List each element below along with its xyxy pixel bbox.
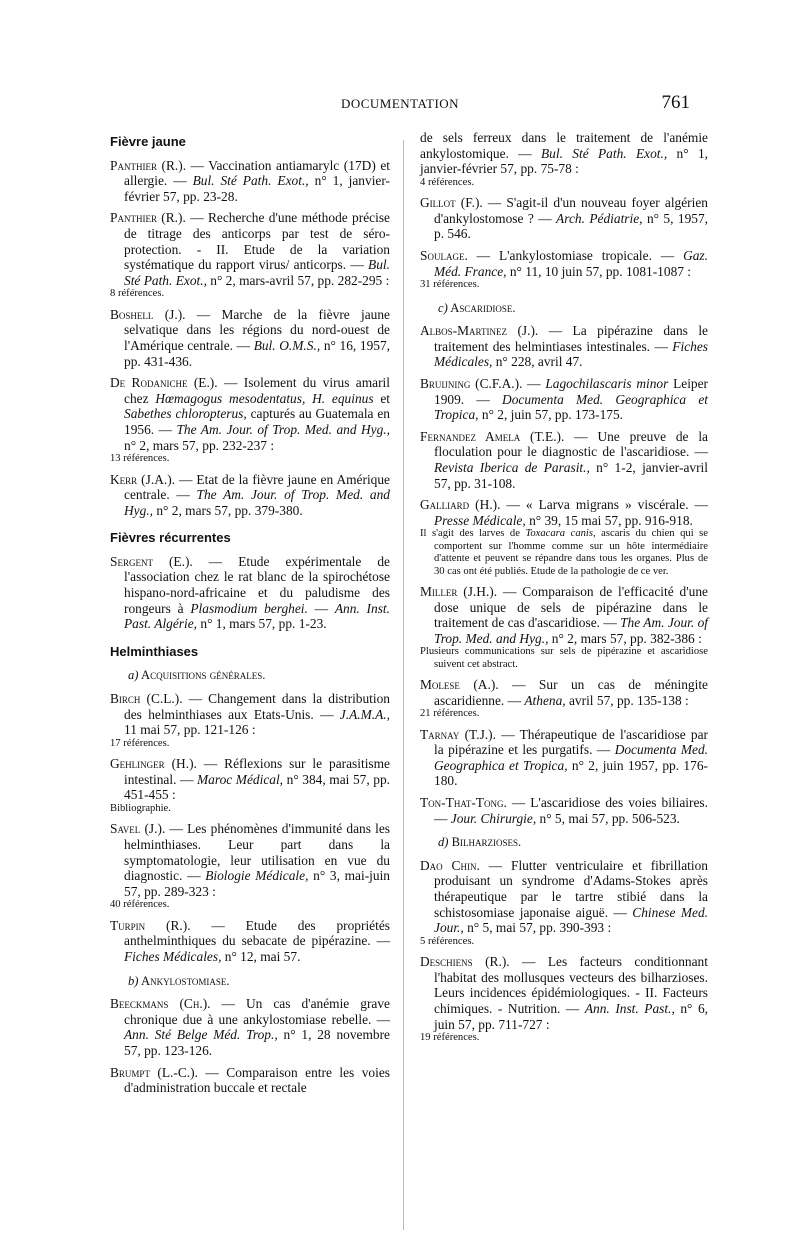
entry-text: — Isolement du virus amaril chez — [124, 375, 390, 406]
bib-entry — [420, 677, 708, 721]
entry-author: Gillot (F.). — [420, 195, 483, 211]
entry-author: Boshell (J.). — [110, 306, 186, 322]
species-name: Toxacara canis, — [525, 528, 596, 540]
entry-author: Soulage. — [420, 247, 468, 263]
bib-entry — [420, 376, 708, 423]
entry-text: — Etude expérimentale de l'association chez le rat blanc de la spirochétose hispano-nord-africaine et du paludisme des rongeurs à — [124, 553, 390, 616]
entry-source: Arch. Pédiatrie, — [556, 210, 643, 226]
entry-source: Ann. Sté Belge Méd. Trop., — [124, 1027, 278, 1043]
entry-tail: n° 5, mai 57, pp. 390-393 : — [463, 920, 612, 936]
entry-tail: n° 1, mars 57, pp. 1-23. — [197, 616, 327, 632]
entry-tail: n° 12, mai 57. — [221, 948, 301, 964]
bib-entry — [110, 472, 390, 519]
page-number: 761 — [661, 92, 690, 113]
bib-entry — [420, 429, 708, 491]
entry-text: de sels ferreux dans le traitement de l'anémie ankylostomique. — — [420, 130, 708, 161]
entry-source: Documenta Med. Geographica et Tropica, — [434, 391, 708, 423]
entry-tail: n° 2, mars 57, pp. 232-237 : — [124, 437, 275, 453]
bib-entry — [420, 795, 708, 826]
subsection-label: Ankylostomiase. — [140, 973, 230, 988]
subsection-letter: b) — [128, 973, 139, 988]
entry-note: 19 références. — [420, 1032, 480, 1044]
subsection-heading — [128, 974, 390, 990]
entry-tail: n° 2, mars 57, pp. 382-386 : — [548, 630, 702, 646]
entry-text: — Les phénomènes d'immunité dans les helminthiases. Leur part dans la symptomatologie, leur utilisation en vue du diagnostic. — — [124, 821, 390, 884]
bib-entry — [110, 1065, 390, 1096]
entry-source: J.A.M.A., — [339, 706, 390, 722]
entry-source: Documenta Med. Geographica et Tropica, — [434, 742, 708, 773]
entry-text: Leiper 1909. — — [434, 375, 709, 407]
entry-author: Galliard (H.). — [420, 497, 501, 513]
entry-author: Deschiens (R.). — [420, 954, 510, 970]
bib-entry — [420, 195, 708, 242]
entry-source: The Am. Jour. of Trop. Med. and Hyg., — [434, 615, 709, 646]
species-name: Hœmagogus mesodentatus, H. equinus — [155, 390, 374, 406]
entry-note: Plusieurs communications sur sels de pipérazine et ascaridiose suivent cet abstract. — [420, 646, 708, 670]
entry-source: Jour. Chirurgie, — [450, 810, 537, 826]
entry-source: Athena, — [524, 692, 566, 708]
subsection-letter: c) — [438, 300, 448, 315]
entry-text: — Comparaison de l'efficacité d'une dose unique de sels de pipérazine dans le traitement de cas d'ascaridiose. — — [434, 583, 708, 631]
entry-tail: n° 384, mai 57, pp. 451-455 : — [124, 771, 391, 803]
entry-author: Bruijning (C.F.A.). — [420, 375, 523, 391]
entry-tail: n° 6, juin 57, pp. 711-727 : — [434, 1001, 708, 1032]
running-head — [0, 94, 800, 116]
bib-entry — [110, 821, 390, 911]
subsection-label: Ascaridiose. — [450, 300, 516, 315]
bib-entry — [420, 497, 708, 578]
entry-tail: n° 2, juin 57, pp. 173-175. — [478, 407, 623, 423]
entry-author: Panthier (R.). — [110, 210, 186, 226]
subsection-letter: a) — [128, 668, 139, 683]
entry-text: — Thérapeutique de l'ascaridiose par la pipérazine et les purgatifs. — — [434, 726, 708, 758]
entry-tail: n° 5, mai 57, pp. 506-523. — [536, 810, 680, 826]
entry-tail: n° 3, mai-juin 57, pp. 289-323 : — [124, 868, 390, 899]
entry-text: — Marche de la fièvre jaune selvatique dans les régions du nord-ouest de l'Amérique centrale. — — [124, 306, 390, 353]
entry-tail: n° 1-2, janvier-avril 57, pp. 31-108. — [434, 459, 708, 491]
entry-author: Molese (A.). — [420, 677, 499, 693]
entry-text: — Réflexions sur le parasitisme intestinal. — — [124, 756, 390, 787]
subsection-label: Acquisitions générales. — [140, 668, 266, 683]
entry-text: — Etude des propriétés anthelminthiques du sebacate de pipérazine. — — [124, 917, 390, 949]
entry-text: — Changement dans la distribution des helminthiases aux Etats-Unis. — — [124, 691, 391, 722]
entry-source: Chinese Med. Jour., — [434, 904, 708, 936]
section-heading: Fièvres récurrentes — [110, 530, 231, 546]
entry-author: Tarnay (T.J.). — [420, 726, 496, 742]
entry-author: Dao Chin. — [420, 857, 480, 873]
entry-note: 40 références. — [110, 899, 170, 911]
bib-entry — [420, 248, 708, 292]
entry-source: Fiches Médicales, — [124, 948, 222, 964]
page-header-title: DOCUMENTATION — [340, 96, 460, 111]
bib-entry — [110, 554, 390, 632]
entry-tail: n° 2, mars 57, pp. 379-380. — [153, 502, 303, 518]
bib-entry — [110, 756, 390, 815]
bib-entry — [420, 584, 708, 671]
entry-text: — Etat de la fièvre jaune en Amérique centrale. — — [124, 471, 390, 503]
subsection-heading — [438, 835, 708, 851]
entry-author: Albos-Martinez (J.). — [420, 323, 539, 339]
entry-text: capturés au Guatemala en 1956. — — [124, 406, 390, 437]
entry-note: 5 références. — [420, 935, 475, 947]
entry-tail: n° 11, 10 juin 57, pp. 1081-1087 : — [506, 263, 692, 279]
entry-author: Ton-That-Tong. — [420, 795, 507, 811]
entry-note: 21 références. — [420, 708, 480, 720]
entry-source: The Am. Jour. of Trop. Med. and Hyg., — [124, 487, 390, 518]
entry-text: — — [522, 375, 546, 391]
entry-author: Panthier (R.). — [110, 157, 187, 173]
entry-text: — Les facteurs conditionnant l'habitat des mollusques vecteurs des bilharzioses. Leurs incidences épidémiologiques. - II. Facteurs chimiques. - Nutrition. — — [434, 954, 708, 1016]
bib-entry — [110, 375, 390, 465]
entry-source: Biologie Médicale, — [205, 868, 309, 884]
bib-entry — [110, 918, 390, 965]
bib-entry — [110, 691, 390, 750]
subsection-letter: d) — [438, 835, 449, 850]
entry-note: 8 références. — [110, 288, 165, 300]
column-rule — [403, 140, 404, 1230]
section-heading: Helminthiases — [110, 643, 199, 659]
entry-source: Fiches Médicales, — [434, 338, 708, 370]
species-name: Lagochilascaris minor — [545, 375, 669, 391]
entry-tail: n° 16, 1957, pp. 431-436. — [124, 337, 391, 369]
entry-author: Beeckmans (Ch.). — [110, 996, 211, 1012]
entry-source: Maroc Médical, — [197, 771, 284, 787]
entry-source: The Am. Jour. of Trop. Med. and Hyg., — [176, 421, 390, 437]
entry-tail: n° 1, janvier-février 57, pp. 75-78 : — [420, 145, 708, 177]
subsection-heading — [438, 301, 708, 317]
entry-note: 13 références. — [110, 453, 170, 465]
entry-author: Savel (J.). — [110, 821, 166, 837]
entry-text: — Sur un cas de méningite ascaridienne. — — [434, 677, 708, 708]
bib-entry-continued — [420, 130, 708, 189]
species-name: Plasmodium berghei. — [190, 600, 308, 616]
entry-tail: n° 1, janvier-février 57, pp. 23-28. — [124, 173, 391, 204]
section-heading: Fièvre jaune — [110, 134, 186, 149]
entry-text: — Flutter ventriculaire et fibrillation produisant un syndrome d'Adams-Stokes après thérapeutique par le tartre stibié dans la schistosomiase japonaise aiguë. — — [434, 857, 708, 920]
entry-note: 4 références. — [420, 176, 475, 188]
note-text: Il s'agit des larves de — [420, 528, 526, 540]
subsection-label: Bilharzioses. — [451, 835, 522, 850]
entry-source: Bul. Sté Path. Exot., — [192, 173, 309, 189]
entry-text: — Vaccination antiamarylc (17D) et allergie. — — [124, 157, 390, 189]
entry-note: 31 références. — [420, 279, 480, 291]
entry-author: Gehlinger (H.). — [110, 756, 197, 772]
entry-author: Kerr (J.A.). — [110, 471, 176, 487]
entry-text: — Comparaison entre les voies d'administration buccale et rectale — [124, 1064, 391, 1096]
entry-author: Sergent (E.). — [110, 553, 193, 569]
entry-tail: n° 5, 1957, p. 546. — [434, 210, 709, 242]
entry-text: — Une preuve de la floculation pour le diagnostic de l'ascaridiose. — — [434, 428, 708, 460]
entry-source: Bul. Sté Path. Exot., — [124, 257, 390, 288]
entry-author: Turpin (R.). — [110, 917, 191, 933]
entry-text: — « Larva migrans » viscérale. — — [500, 497, 708, 513]
bib-entry — [110, 158, 390, 205]
bib-entry — [420, 858, 708, 948]
entry-tail: 11 mai 57, pp. 121-126 : — [124, 722, 256, 738]
entry-text: — L'ascaridiose des voies biliaires. — — [434, 795, 708, 826]
entry-tail: n° 2, juin 1957, pp. 176-180. — [434, 757, 708, 789]
entry-source: Revista Iberica de Parasit., — [434, 459, 590, 475]
entry-source: Presse Médicale, — [434, 512, 526, 528]
entry-source: Ann. Inst. Past., — [584, 1001, 675, 1016]
entry-author: Miller (J.H.). — [420, 583, 498, 599]
entry-text: — — [307, 600, 335, 616]
entry-source: Bul. O.M.S., — [253, 337, 321, 353]
entry-author: Brumpt (L.-C.). — [110, 1064, 198, 1080]
bib-entry — [420, 727, 708, 789]
entry-source: Ann. Inst. Past. Algérie, — [124, 600, 390, 632]
bib-entry — [110, 996, 390, 1058]
subsection-heading — [128, 668, 390, 684]
entry-tail: avril 57, pp. 135-138 : — [565, 692, 689, 708]
bib-entry — [110, 210, 390, 300]
bib-entry — [110, 307, 390, 369]
entry-note: Bibliographie. — [110, 803, 171, 814]
entry-text: — S'agit-il d'un nouveau foyer algérien d'ankylostomose ? — — [434, 195, 708, 226]
note-text: ascaris du chien qui se comportent sur l'homme comme sur un hôte intermédiaire d'attente et peuvent se répandre dans tous les organes. Plus de 30 cas ont été publiés. Etude de la pathologie de ce ver. — [434, 528, 709, 577]
left-column — [110, 130, 390, 1102]
entry-text: — La pipérazine dans le traitement des helmintiases intestinales. — — [434, 323, 708, 354]
entry-note — [420, 528, 709, 578]
entry-source: Gaz. Méd. France, — [434, 247, 708, 279]
entry-tail: n° 39, 15 mai 57, pp. 916-918. — [525, 512, 693, 528]
bib-entry — [420, 323, 708, 370]
bib-entry — [420, 954, 708, 1044]
entry-source: Bul. Sté Path. Exot., — [540, 145, 668, 161]
entry-text: — Un cas d'anémie grave chronique due à une ankylostomiase rebelle. — — [124, 996, 390, 1027]
entry-text: et — [373, 390, 390, 406]
entry-tail: n° 2, mars-avril 57, pp. 282-295 : — [206, 272, 390, 288]
entry-tail: n° 228, avril 47. — [492, 354, 583, 370]
entry-author: Birch (C.L.). — [110, 691, 183, 707]
species-name: Sabethes chloropterus, — [124, 406, 247, 422]
right-column — [420, 130, 708, 1051]
entry-text: — L'ankylostomiase tropicale. — — [467, 247, 684, 263]
entry-author: Fernandez Amela (T.E.). — [420, 428, 565, 444]
entry-tail: n° 1, 28 novembre 57, pp. 123-126. — [124, 1027, 390, 1058]
entry-text: — Recherche d'une méthode précise de titrage des anticorps par test de séro-protection. - II. Etude de la variation systématique du rapport virus/ anticorps. — — [124, 210, 390, 273]
entry-author: De Rodaniche (E.). — [110, 375, 218, 391]
entry-note: 17 références. — [110, 737, 170, 749]
